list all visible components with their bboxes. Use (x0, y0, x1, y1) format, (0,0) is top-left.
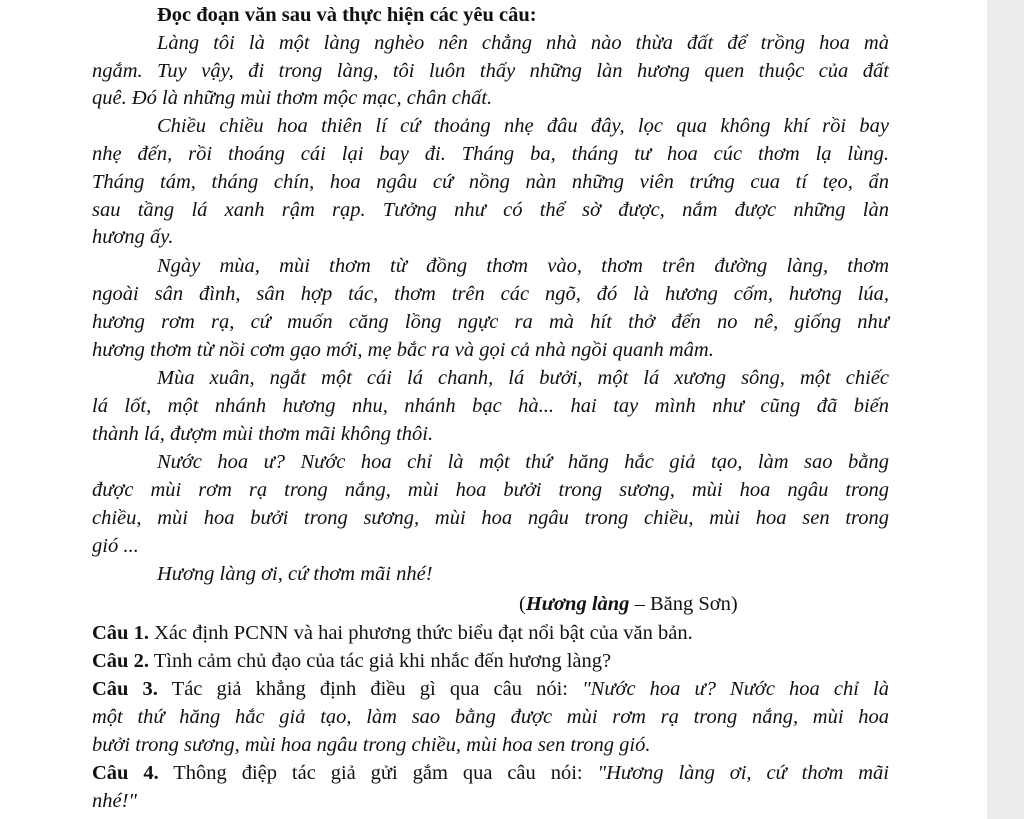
question-3-quote-line: bưởi trong sương, mùi hoa ngâu trong chiều, mùi hoa sen trong gió. (92, 734, 651, 756)
question-4-quote-line: nhé!" (92, 790, 138, 812)
passage-line: được mùi rơm rạ trong nắng, mùi hoa bưởi trong sương, mùi hoa ngâu trong (92, 479, 889, 501)
question-label: Câu 4. (92, 762, 159, 784)
viewer-background-strip (987, 0, 1024, 819)
question-label: Câu 1. (92, 622, 149, 644)
question-3: Câu 3. Tác giả khẳng định điều gì qua câu nói: "Nước hoa ư? Nước hoa chỉ là (92, 678, 889, 700)
passage-line: hương thơm từ nồi cơm gạo mới, mẹ bắc ra và gọi cả nhà ngồi quanh mâm. (92, 339, 714, 361)
passage-line: thành lá, đượm mùi thơm mãi không thôi. (92, 423, 434, 445)
instruction-heading: Đọc đoạn văn sau và thực hiện các yêu câu: (157, 4, 537, 26)
passage-line: nhẹ đến, rồi thoáng cái lại bay đi. Tháng ba, tháng tư hoa cúc thơm lạ lùng. (92, 143, 889, 165)
passage-line: Mùa xuân, ngắt một cái lá chanh, lá bưởi, một lá xương sông, một chiếc (157, 367, 889, 389)
passage-line: lá lốt, một nhánh hương nhu, nhánh bạc hà... hai tay mình như cũng đã biến (92, 395, 889, 417)
question-3-quote-line: một thứ hăng hắc giả tạo, làm sao bằng được mùi rơm rạ trong nắng, mùi hoa (92, 706, 889, 728)
source-title: Hương làng (525, 593, 630, 615)
question-4: Câu 4. Thông điệp tác giả gửi gắm qua câu nói: "Hương làng ơi, cứ thơm mãi (92, 762, 889, 784)
passage-line: Làng tôi là một làng nghèo nên chẳng nhà nào thừa đất để trồng hoa mà (157, 32, 889, 54)
passage-closing-line: Hương làng ơi, cứ thơm mãi nhé! (157, 563, 433, 585)
question-label: Câu 3. (92, 678, 158, 700)
passage-line: Tháng tám, tháng chín, hoa ngâu cứ nồng nàn những viên trứng cua tí tẹo, ẩn (92, 171, 889, 193)
passage-line: ngắm. Tuy vậy, đi trong làng, tôi luôn thấy những làn hương quen thuộc của đất (92, 60, 889, 82)
passage-line: quê. Đó là những mùi thơm mộc mạc, chân chất. (92, 87, 493, 109)
passage-line: Ngày mùa, mùi thơm từ đồng thơm vào, thơm trên đường làng, thơm (157, 255, 889, 277)
passage-line: chiều, mùi hoa bưởi trong sương, mùi hoa ngâu trong chiều, mùi hoa sen trong (92, 507, 889, 529)
question-2: Câu 2. Tình cảm chủ đạo của tác giả khi nhắc đến hương làng? (92, 650, 612, 672)
passage-line: ngoài sân đình, sân hợp tác, thơm trên các ngõ, đó là hương cốm, hương lúa, (92, 283, 889, 305)
passage-line: hương rơm rạ, cứ muốn căng lồng ngực ra mà hít thở đến no nê, giống như (92, 311, 889, 333)
passage-line: Nước hoa ư? Nước hoa chỉ là một thứ hăng hắc giả tạo, làm sao bằng (157, 451, 889, 473)
question-label: Câu 2. (92, 650, 149, 672)
question-1: Câu 1. Xác định PCNN và hai phương thức biểu đạt nổi bật của văn bản. (92, 622, 693, 644)
source-attribution: (Hương làng – Băng Sơn) (519, 593, 738, 615)
passage-line: hương ấy. (92, 226, 174, 248)
passage-line: gió ... (92, 535, 139, 557)
passage-line: Chiều chiều hoa thiên lí cứ thoảng nhẹ đâu đây, lọc qua không khí rồi bay (157, 115, 889, 137)
passage-line: sau tầng lá xanh rậm rạp. Tưởng như có thể sờ được, nắm được những làn (92, 199, 889, 221)
